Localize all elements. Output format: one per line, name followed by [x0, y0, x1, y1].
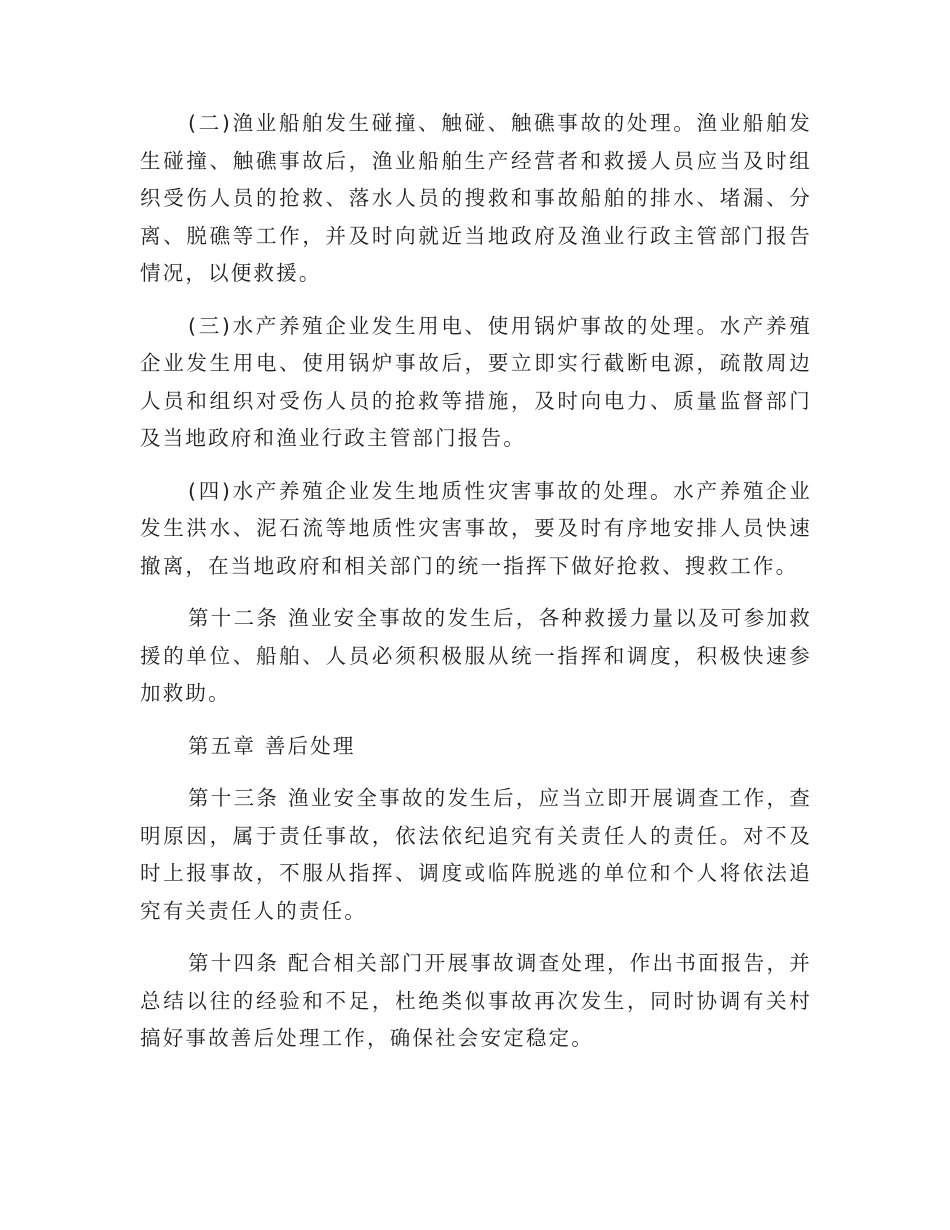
paragraph-accident-collision: (二)渔业船舶发生碰撞、触碰、触礁事故的处理。渔业船舶发生碰撞、触礁事故后，渔业船舶生产经营者和救援人员应当及时组织受伤人员的抢救、落水人员的搜救和事故船舶的排水、堵漏、分离、脱礁等工作，并及时向就近当地政府及渔业行政主管部门报告情况，以便救援。: [140, 111, 812, 285]
paragraph-aquaculture-electric: (三)水产养殖企业发生用电、使用锅炉事故的处理。水产养殖企业发生用电、使用锅炉事故后，要立即实行截断电源，疏散周边人员和组织对受伤人员的抢救等措施，及时向电力、质量监督部门及当地政府和渔业行政主管部门报告。: [140, 313, 812, 450]
document-body: [140, 105, 812, 1073]
paragraph-article-13: 第十三条 渔业安全事故的发生后，应当立即开展调查工作，查明原因，属于责任事故，依法依纪追究有关责任人的责任。对不及时上报事故，不服从指挥、调度或临阵脱逃的单位和个人将依法追究有关责任人的责任。: [140, 786, 812, 923]
chapter-heading: 第五章 善后处理: [188, 733, 356, 758]
paragraph-aquaculture-geologic: (四)水产养殖企业发生地质性灾害事故的处理。水产养殖企业发生洪水、泥石流等地质性灾害事故，要及时有序地安排人员快速撤离，在当地政府和相关部门的统一指挥下做好抢救、搜救工作。: [140, 478, 812, 578]
paragraph-article-12: 第十二条 渔业安全事故的发生后，各种救援力量以及可参加救援的单位、船舶、人员必须积极服从统一指挥和调度，积极快速参加救助。: [140, 606, 812, 705]
paragraph-article-14: 第十四条 配合相关部门开展事故调查处理，作出书面报告，并总结以往的经验和不足，杜绝类似事故再次发生，同时协调有关村搞好事故善后处理工作，确保社会安定稳定。: [140, 951, 812, 1050]
